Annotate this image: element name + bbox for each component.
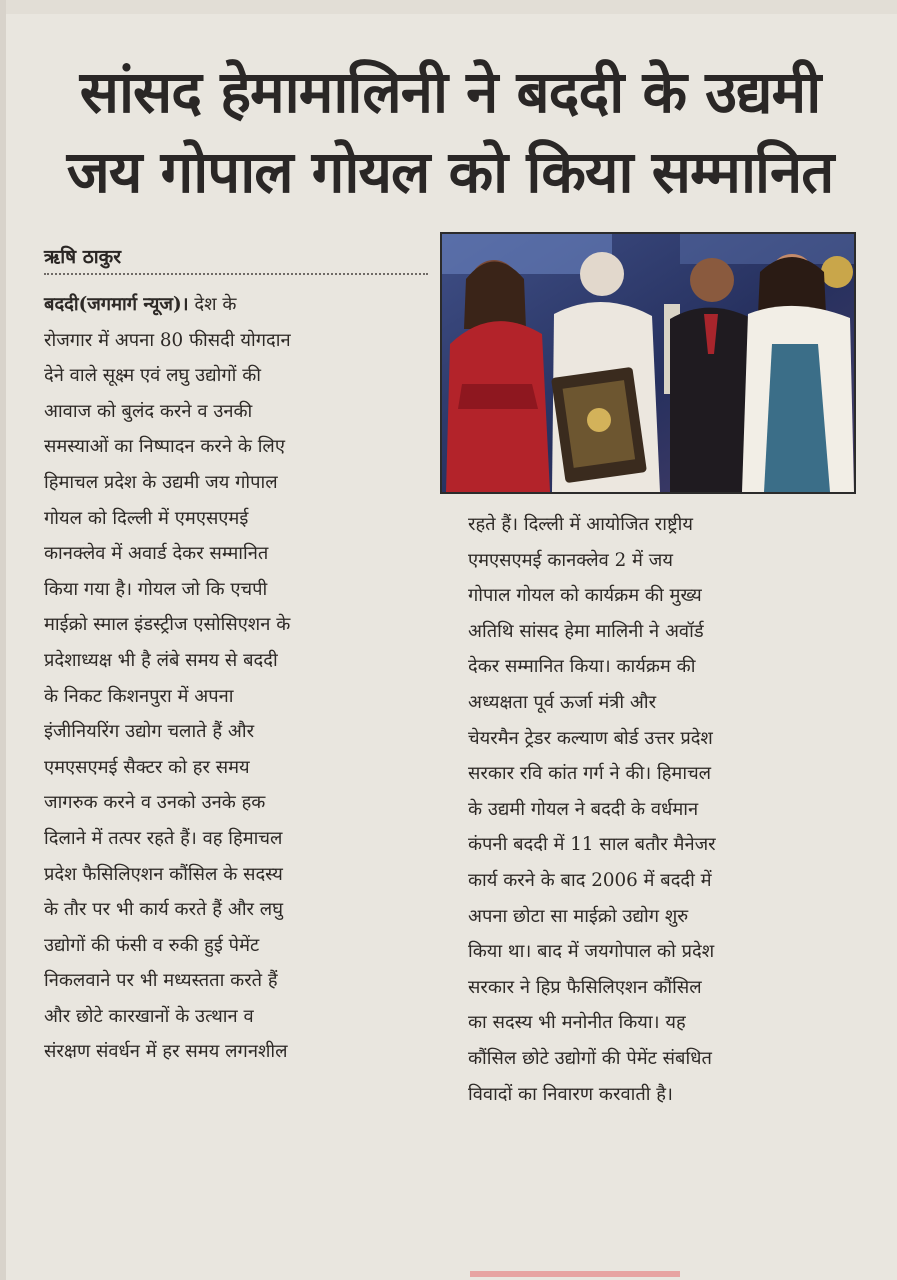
column-1-line: रोजगार में अपना 80 फीसदी योगदान [44,329,291,351]
column-1-line: माईक्रो स्माल इंडस्ट्रीज एसोसिएशन के [44,614,291,636]
column-2-line: कंपनी बददी में 11 साल बतौर मैनेजर [468,834,716,856]
column-2-line: चेयरमैन ट्रेडर कल्याण बोर्ड उत्तर प्रदेश [468,727,713,749]
dateline: बददी(जगमार्ग न्यूज)। [44,294,189,315]
column-2-line: एमएसएमई कानक्लेव 2 में जय [468,549,673,571]
column-2-line: कौंसिल छोटे उद्योगों की पेमेंट संबधित [468,1047,712,1069]
column-1-line-first [44,287,428,323]
column-2-line: विवादों का निवारण करवाती है। [468,1083,673,1105]
column-1-line: हिमाचल प्रदेश के उद्यमी जय गोपाल [44,471,278,493]
column-1-line: आवाज को बुलंद करने व उनकी [44,400,253,422]
headline [20,52,880,212]
page-edge [0,0,6,1280]
photo-illustration [442,234,854,492]
column-1-line: कानक्लेव में अवार्ड देकर सम्मानित [44,543,269,565]
column-2-line: देकर सम्मानित किया। कार्यक्रम की [468,656,696,678]
column-1-line: संरक्षण संवर्धन में हर समय लगनशील [44,1041,288,1063]
column-1-line: देने वाले सूक्ष्म एवं लघु उद्योगों की [44,365,261,387]
column-1-line: के निकट किशनपुरा में अपना [44,685,234,707]
column-2-line: कार्य करने के बाद 2006 में बददी में [468,869,712,891]
column-1-line: किया गया है। गोयल जो कि एचपी [44,578,268,600]
column-1-line: उद्योगों की फंसी व रुकी हुई पेमेंट [44,934,260,956]
article-column-1 [44,287,428,1070]
column-2-line: रहते हैं। दिल्ली में आयोजित राष्ट्रीय [468,514,694,535]
byline: ऋषि ठाकुर [44,243,428,275]
column-2-line: सरकार रवि कांत गर्ग ने की। हिमाचल [468,763,712,785]
column-1-line: दिलाने में तत्पर रहते हैं। वह हिमाचल [44,827,283,849]
column-1-line: समस्याओं का निष्पादन करने के लिए [44,436,285,458]
column-2-line: गोपाल गोयल को कार्यक्रम की मुख्य [468,585,702,607]
top-cropped-strip [0,0,897,14]
column-2-line: अपना छोटा सा माईक्रो उद्योग शुरु [468,905,689,927]
column-2-line: किया था। बाद में जयगोपाल को प्रदेश [468,941,715,963]
award-ceremony-photo [440,232,856,494]
column-1-line: देश के [194,294,237,315]
accent-rule [470,1271,680,1277]
column-1-line: इंजीनियरिंग उद्योग चलाते हैं और [44,721,255,743]
column-1-line: के तौर पर भी कार्य करते हैं और लघु [44,899,284,921]
article-column-2 [468,507,854,1112]
column-1-line: एमएसएमई सैक्टर को हर समय [44,756,250,778]
emblem-icon [821,256,853,288]
column-1-line: प्रदेश फैसिलिएशन कौंसिल के सदस्य [44,863,283,885]
column-1-line: प्रदेशाध्यक्ष भी है लंबे समय से बददी [44,649,278,671]
column-2-line: सरकार ने हिप्र फैसिलिएशन कौंसिल [468,976,702,998]
column-1-line: निकलवाने पर भी मध्यस्तता करते हैं [44,970,278,992]
column-2-line: का सदस्य भी मनोनीत किया। यह [468,1012,686,1034]
column-1-line: जागरुक करने व उनको उनके हक [44,792,266,814]
column-2-line: अतिथि सांसद हेमा मालिनी ने अवॉर्ड [468,620,704,642]
award-plaque [551,367,647,483]
column-1-line: गोयल को दिल्ली में एमएसएमई [44,507,249,529]
headline-line-1: सांसद हेमामालिनी ने बददी के उद्यमी [79,58,821,126]
headline-line-2: जय गोपाल गोयल को किया सम्मानित [66,138,834,206]
column-2-line: अध्यक्षता पूर्व ऊर्जा मंत्री और [468,691,657,713]
column-1-line: और छोटे कारखानों के उत्थान व [44,1005,254,1027]
column-2-line: के उद्यमी गोयल ने बददी के वर्धमान [468,798,699,820]
